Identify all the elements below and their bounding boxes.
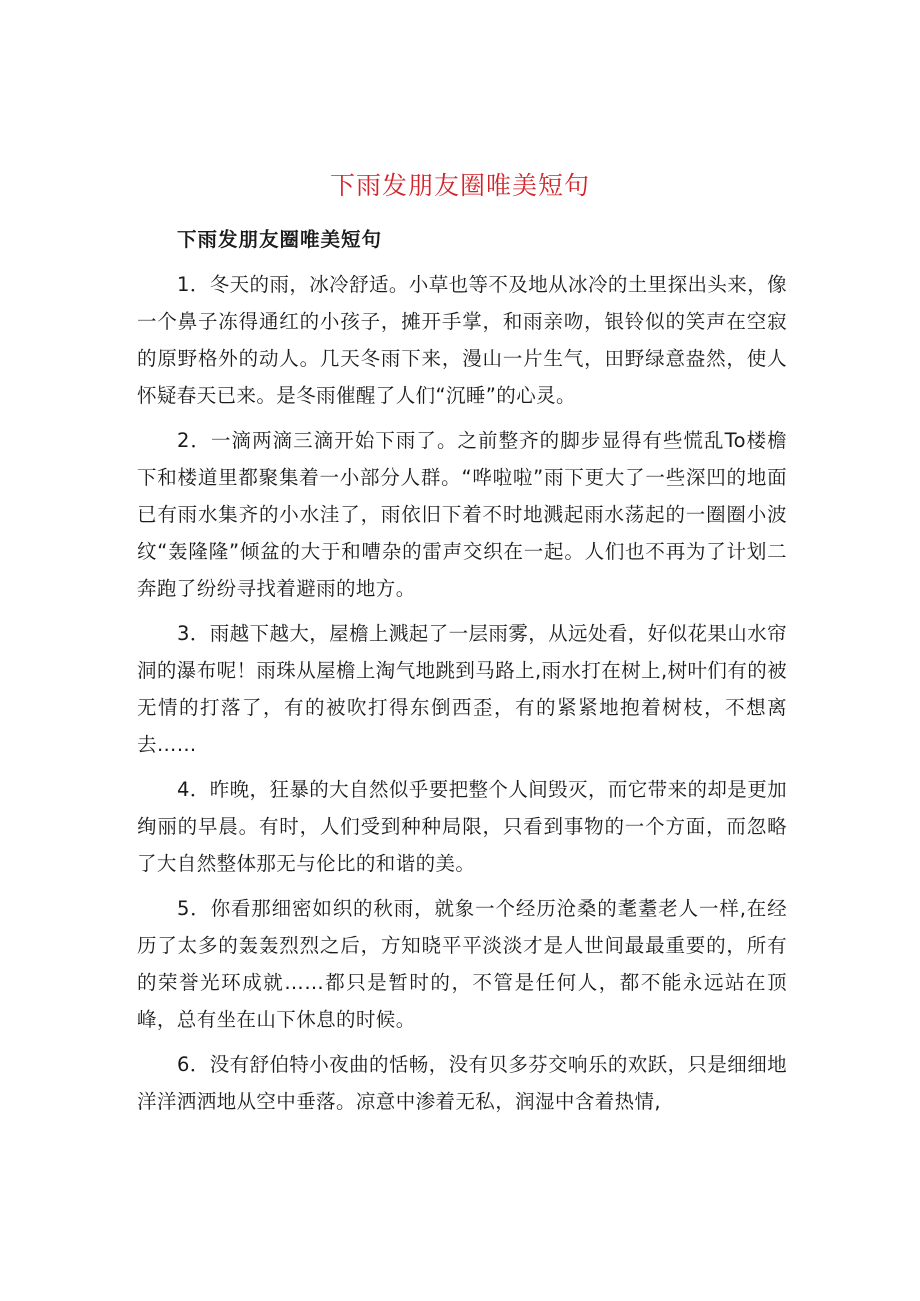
paragraph-1: 1．冬天的雨，冰冷舒适。小草也等不及地从冰冷的土里探出头来，像一个鼻子冻得通红的小孩子，摊开手掌，和雨亲吻，银铃似的笑声在空寂的原野格外的动人。几天冬雨下来，漫山一片生气，田野绿意盎然，使人怀疑春天已来。是冬雨催醒了人们“沉睡”的心灵。: [137, 273, 787, 407]
document-title: 下雨发朋友圈唯美短句: [329, 171, 590, 200]
paragraph-6: 6．没有舒伯特小夜曲的恬畅，没有贝多芬交响乐的欢跃，只是细细地洋洋洒洒地从空中垂落。凉意中渗着无私，润湿中含着热情,: [137, 1053, 787, 1113]
document-subtitle: 下雨发朋友圈唯美短句: [177, 228, 383, 251]
document-body: [137, 222, 787, 1120]
paragraph-4: 4．昨晚，狂暴的大自然似乎要把整个人间毁灭，而它带来的却是更加绚丽的早晨。有时，人们受到种种局限，只看到事物的一个方面，而忽略了大自然整体那无与伦比的和谐的美。: [137, 778, 787, 875]
paragraph-3: 3．雨越下越大，屋檐上溅起了一层雨雾，从远处看，好似花果山水帘洞的瀑布呢！雨珠从屋檐上淘气地跳到马路上,雨水打在树上,树叶们有的被无情的打落了，有的被吹打得东倒西歪，有的紧紧地抱着树枝，不想离去……: [137, 622, 787, 756]
paragraph-5: 5．你看那细密如织的秋雨，就象一个经历沧桑的耄耋老人一样,在经历了太多的轰轰烈烈之后，方知晓平平淡淡才是人世间最最重要的，所有的荣誉光环成就……都只是暂时的，不管是任何人，都不能永远站在顶峰，总有坐在山下休息的时候。: [137, 897, 787, 1031]
paragraph-2: 2．一滴两滴三滴开始下雨了。之前整齐的脚步显得有些慌乱To楼檐下和楼道里都聚集着一小部分人群。“哗啦啦”雨下更大了一些深凹的地面已有雨水集齐的小水洼了，雨依旧下着不时地溅起雨水荡起的一圈圈小波纹“轰隆隆”倾盆的大于和嘈杂的雷声交织在一起。人们也不再为了计划二奔跑了纷纷寻找着避雨的地方。: [137, 429, 787, 600]
